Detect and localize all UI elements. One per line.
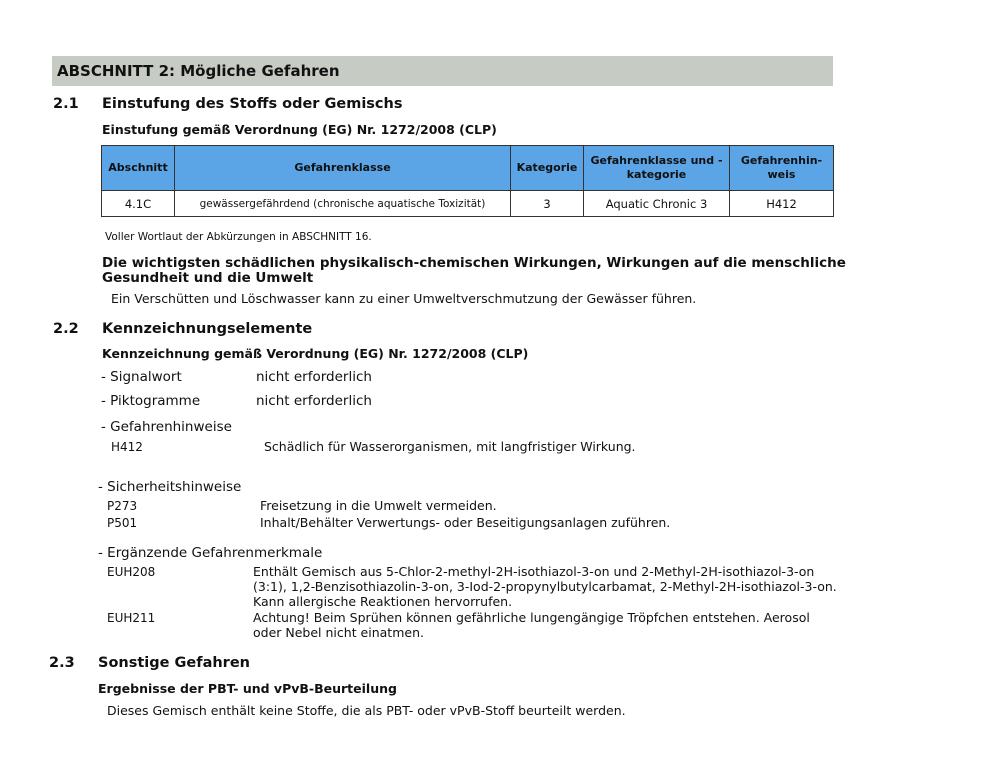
cell-hinweis: H412 (730, 191, 834, 217)
section-title-2-1: Einstufung des Stoffs oder Gemischs (102, 96, 403, 112)
sicherheitshinweise-label: - Sicherheitshinweise (98, 479, 242, 495)
p273-code: P273 (107, 499, 138, 513)
piktogramme-value: nicht erforderlich (256, 393, 372, 409)
section-header-bar (52, 56, 833, 86)
section-title-2-3: Sonstige Gefahren (98, 655, 250, 671)
header-abschnitt: Abschnitt (102, 146, 175, 191)
section-number-2-3: 2.3 (49, 655, 75, 671)
section-number-2-1: 2.1 (53, 96, 79, 112)
pbt-text: Dieses Gemisch enthält keine Stoffe, die als PBT- oder vPvB-Stoff beurteilt werden. (107, 703, 626, 718)
effects-title-line1: Die wichtigsten schädlichen physikalisch-chemischen Wirkungen, Wirkungen auf die menschliche (102, 255, 846, 271)
p501-code: P501 (107, 516, 138, 530)
euh208-line3: Kann allergische Reaktionen hervorrufen. (253, 594, 513, 609)
p273-text: Freisetzung in die Umwelt vermeiden. (260, 498, 497, 513)
labelling-subtitle: Kennzeichnung gemäß Verordnung (EG) Nr. 1272/2008 (CLP) (102, 346, 529, 361)
header-gefahrenklasse: Gefahrenklasse (175, 146, 511, 191)
effects-title-line2: Gesundheit und die Umwelt (102, 270, 314, 286)
section-title-2-2: Kennzeichnungselemente (102, 321, 313, 337)
section-number-2-2: 2.2 (53, 321, 79, 337)
pbt-subtitle: Ergebnisse der PBT- und vPvB-Beurteilung (98, 681, 397, 696)
h412-code: H412 (111, 440, 143, 454)
ergaenzende-label: - Ergänzende Gefahrenmerkmale (98, 545, 323, 561)
cell-kategorie: 3 (511, 191, 584, 217)
header-kategorie: Kategorie (511, 146, 584, 191)
signalwort-value: nicht erforderlich (256, 369, 372, 385)
effects-text: Ein Verschütten und Löschwasser kann zu einer Umweltverschmutzung der Gewässer führen. (111, 291, 697, 306)
classification-table (101, 145, 834, 217)
gefahrenhinweise-label: - Gefahrenhinweise (101, 419, 232, 435)
euh208-code: EUH208 (107, 565, 156, 579)
section-title: ABSCHNITT 2: Mögliche Gefahren (57, 62, 340, 80)
cell-gefahrenklasse: gewässergefährdend (chronische aquatische Toxizität) (175, 191, 511, 217)
euh211-line1: Achtung! Beim Sprühen können gefährliche lungengängige Tröpfchen entstehen. Aerosol (253, 610, 810, 625)
table-row (102, 191, 834, 217)
p501-text: Inhalt/Behälter Verwertungs- oder Beseitigungsanlagen zuführen. (260, 515, 671, 530)
header-gefahrenhinweis: Gefahrenhin- weis (730, 146, 834, 191)
abbreviation-footnote: Voller Wortlaut der Abkürzungen in ABSCHNITT 16. (105, 231, 372, 243)
euh208-line2: (3:1), 1,2-Benzisothiazolin-3-on, 3-Iod-2-propynylbutylcarbamat, 2-Methyl-2H-isothiazol-3-on. (253, 579, 837, 594)
h412-text: Schädlich für Wasserorganismen, mit langfristiger Wirkung. (264, 439, 636, 454)
signalwort-label: - Signalwort (101, 369, 182, 385)
table-header-row (102, 146, 834, 191)
euh211-line2: oder Nebel nicht einatmen. (253, 625, 424, 640)
header-gefahrenklasse-und-kategorie: Gefahrenklasse und - kategorie (584, 146, 730, 191)
classification-subtitle: Einstufung gemäß Verordnung (EG) Nr. 1272/2008 (CLP) (102, 122, 497, 137)
euh211-code: EUH211 (107, 611, 156, 625)
cell-abschnitt: 4.1C (102, 191, 175, 217)
piktogramme-label: - Piktogramme (101, 393, 201, 409)
cell-klasse-kategorie: Aquatic Chronic 3 (584, 191, 730, 217)
euh208-line1: Enthält Gemisch aus 5-Chlor-2-methyl-2H-isothiazol-3-on und 2-Methyl-2H-isothiazol-3-on (253, 564, 815, 579)
